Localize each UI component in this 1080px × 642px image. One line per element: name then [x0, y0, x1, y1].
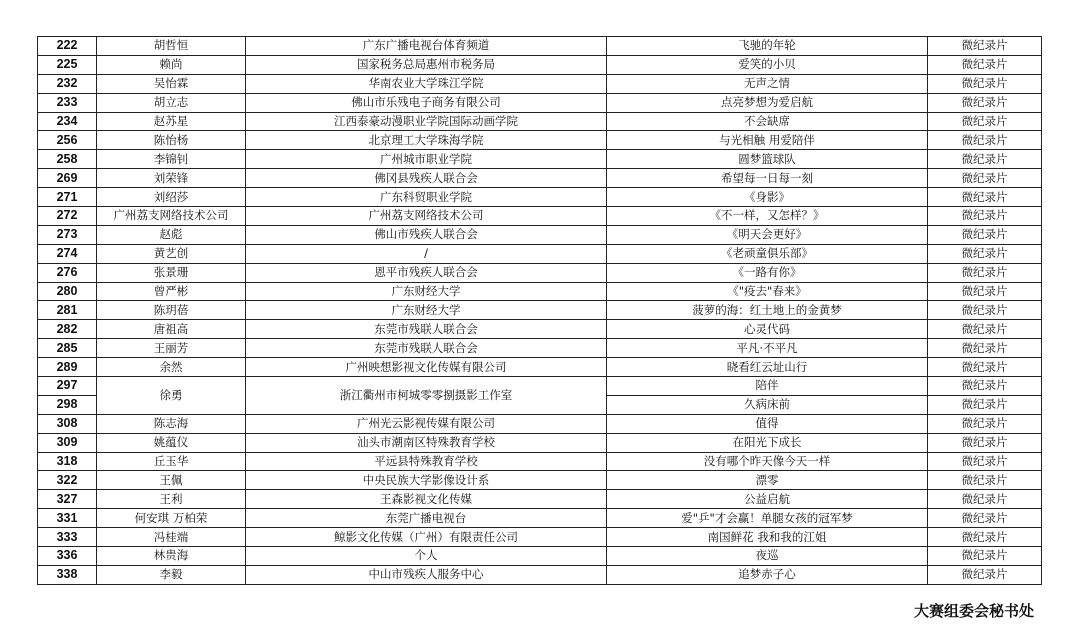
entrant-name-cell: 胡立志 — [97, 93, 246, 112]
organization-cell: 东莞市残联人联合会 — [246, 339, 607, 358]
work-title-cell: 爱"乒"才会赢！单腿女孩的冠军梦 — [607, 509, 928, 528]
entrant-name-cell: 余然 — [97, 358, 246, 377]
organization-cell: 佛冈县残疾人联合会 — [246, 169, 607, 188]
entrant-name-cell: 赵彪 — [97, 225, 246, 244]
category-cell: 微纪录片 — [928, 207, 1042, 226]
table-row — [38, 207, 1042, 226]
category-cell: 微纪录片 — [928, 490, 1042, 509]
entry-number-cell: 269 — [38, 169, 97, 188]
table-row — [38, 93, 1042, 112]
table-row — [38, 320, 1042, 339]
work-title-cell: 《"疫去"春来》 — [607, 282, 928, 301]
organization-cell: 汕头市潮南区特殊教育学校 — [246, 433, 607, 452]
entry-number-cell: 338 — [38, 565, 97, 584]
work-title-cell: 晓看红云址山行 — [607, 358, 928, 377]
entry-number-cell: 274 — [38, 244, 97, 263]
entries-table — [37, 36, 1042, 585]
entrant-name-cell: 王丽芳 — [97, 339, 246, 358]
organization-cell: 广州城市职业学院 — [246, 150, 607, 169]
table-row — [38, 339, 1042, 358]
entrant-name-cell: 陈怡杨 — [97, 131, 246, 150]
entry-number-cell: 289 — [38, 358, 97, 377]
organization-cell: 广州光云影视传媒有限公司 — [246, 414, 607, 433]
category-cell: 微纪录片 — [928, 377, 1042, 396]
entrant-name-cell: 姚蕴仪 — [97, 433, 246, 452]
entrant-name-cell: 陈玥蓓 — [97, 301, 246, 320]
entry-number-cell: 276 — [38, 263, 97, 282]
organization-cell: 恩平市残疾人联合会 — [246, 263, 607, 282]
table-row — [38, 452, 1042, 471]
work-title-cell: 漂零 — [607, 471, 928, 490]
organization-cell: / — [246, 244, 607, 263]
entrant-name-cell: 赵苏星 — [97, 112, 246, 131]
table-row — [38, 188, 1042, 207]
category-cell: 微纪录片 — [928, 565, 1042, 584]
entry-number-cell: 285 — [38, 339, 97, 358]
entry-number-cell: 298 — [38, 395, 97, 414]
category-cell: 微纪录片 — [928, 547, 1042, 566]
category-cell: 微纪录片 — [928, 244, 1042, 263]
entrant-name-cell: 王利 — [97, 490, 246, 509]
table-row — [38, 263, 1042, 282]
entry-number-cell: 297 — [38, 377, 97, 396]
organization-cell: 广州荔支网络技术公司 — [246, 207, 607, 226]
table-row — [38, 528, 1042, 547]
category-cell: 微纪录片 — [928, 414, 1042, 433]
entrant-name-cell: 唐祖高 — [97, 320, 246, 339]
category-cell: 微纪录片 — [928, 131, 1042, 150]
organization-cell: 鲸影文化传媒（广州）有限责任公司 — [246, 528, 607, 547]
table-row — [38, 244, 1042, 263]
work-title-cell: 希望每一日每一刻 — [607, 169, 928, 188]
work-title-cell: 夜巡 — [607, 547, 928, 566]
work-title-cell: 飞驰的年轮 — [607, 37, 928, 56]
entries-table-body — [38, 37, 1042, 585]
category-cell: 微纪录片 — [928, 263, 1042, 282]
work-title-cell: 公益启航 — [607, 490, 928, 509]
work-title-cell: 不会缺席 — [607, 112, 928, 131]
category-cell: 微纪录片 — [928, 395, 1042, 414]
entry-number-cell: 272 — [38, 207, 97, 226]
organization-cell: 广东财经大学 — [246, 301, 607, 320]
entry-number-cell: 225 — [38, 55, 97, 74]
table-row — [38, 301, 1042, 320]
category-cell: 微纪录片 — [928, 169, 1042, 188]
organization-cell: 佛山市乐残电子商务有限公司 — [246, 93, 607, 112]
organization-cell: 浙江衢州市柯城零零捌摄影工作室 — [246, 377, 607, 415]
work-title-cell: 菠萝的海：红土地上的金黄梦 — [607, 301, 928, 320]
table-row — [38, 74, 1042, 93]
entry-number-cell: 322 — [38, 471, 97, 490]
work-title-cell: 《身影》 — [607, 188, 928, 207]
entry-number-cell: 327 — [38, 490, 97, 509]
entry-number-cell: 233 — [38, 93, 97, 112]
table-row — [38, 377, 1042, 396]
work-title-cell: 心灵代码 — [607, 320, 928, 339]
work-title-cell: 与光相触 用爱陪伴 — [607, 131, 928, 150]
table-row — [38, 414, 1042, 433]
category-cell: 微纪录片 — [928, 320, 1042, 339]
table-row — [38, 55, 1042, 74]
work-title-cell: 平凡·不平凡 — [607, 339, 928, 358]
category-cell: 微纪录片 — [928, 452, 1042, 471]
entry-number-cell: 258 — [38, 150, 97, 169]
table-row — [38, 37, 1042, 56]
organization-cell: 中山市残疾人服务中心 — [246, 565, 607, 584]
category-cell: 微纪录片 — [928, 112, 1042, 131]
organization-cell: 佛山市残疾人联合会 — [246, 225, 607, 244]
table-row — [38, 131, 1042, 150]
entry-number-cell: 256 — [38, 131, 97, 150]
table-row — [38, 509, 1042, 528]
organization-cell: 王森影视文化传媒 — [246, 490, 607, 509]
entry-number-cell: 222 — [38, 37, 97, 56]
entrant-name-cell: 王佩 — [97, 471, 246, 490]
organization-cell: 广东财经大学 — [246, 282, 607, 301]
work-title-cell: 《不一样，又怎样？》 — [607, 207, 928, 226]
entry-number-cell: 333 — [38, 528, 97, 547]
work-title-cell: 《老顽童俱乐部》 — [607, 244, 928, 263]
entrant-name-cell: 徐勇 — [97, 377, 246, 415]
table-row — [38, 169, 1042, 188]
category-cell: 微纪录片 — [928, 150, 1042, 169]
work-title-cell: 在阳光下成长 — [607, 433, 928, 452]
category-cell: 微纪录片 — [928, 188, 1042, 207]
category-cell: 微纪录片 — [928, 433, 1042, 452]
entrant-name-cell: 陈志海 — [97, 414, 246, 433]
category-cell: 微纪录片 — [928, 528, 1042, 547]
category-cell: 微纪录片 — [928, 282, 1042, 301]
entry-number-cell: 281 — [38, 301, 97, 320]
entrant-name-cell: 吴怡霖 — [97, 74, 246, 93]
entrant-name-cell: 赖尚 — [97, 55, 246, 74]
organization-cell: 广东广播电视台体育频道 — [246, 37, 607, 56]
entrant-name-cell: 李锦钊 — [97, 150, 246, 169]
entrant-name-cell: 丘玉华 — [97, 452, 246, 471]
category-cell: 微纪录片 — [928, 93, 1042, 112]
organization-cell: 广东科贸职业学院 — [246, 188, 607, 207]
table-row — [38, 490, 1042, 509]
organization-cell: 广州映想影视文化传媒有限公司 — [246, 358, 607, 377]
table-row — [38, 547, 1042, 566]
entrant-name-cell: 林贵海 — [97, 547, 246, 566]
entry-number-cell: 309 — [38, 433, 97, 452]
table-row — [38, 471, 1042, 490]
entrant-name-cell: 曾严彬 — [97, 282, 246, 301]
entry-number-cell: 318 — [38, 452, 97, 471]
entrant-name-cell: 冯桂端 — [97, 528, 246, 547]
category-cell: 微纪录片 — [928, 358, 1042, 377]
organization-cell: 平远县特殊教育学校 — [246, 452, 607, 471]
entrant-name-cell: 李毅 — [97, 565, 246, 584]
table-row — [38, 358, 1042, 377]
entry-number-cell: 280 — [38, 282, 97, 301]
entry-number-cell: 331 — [38, 509, 97, 528]
signature: 大赛组委会秘书处 — [913, 602, 1034, 620]
organization-cell: 东莞市残联人联合会 — [246, 320, 607, 339]
organization-cell: 江西泰豪动漫职业学院国际动画学院 — [246, 112, 607, 131]
work-title-cell: 《明天会更好》 — [607, 225, 928, 244]
work-title-cell: 点亮梦想为爱启航 — [607, 93, 928, 112]
organization-cell: 东莞广播电视台 — [246, 509, 607, 528]
table-row — [38, 282, 1042, 301]
category-cell: 微纪录片 — [928, 55, 1042, 74]
category-cell: 微纪录片 — [928, 301, 1042, 320]
work-title-cell: 爱笑的小贝 — [607, 55, 928, 74]
entrant-name-cell: 黄艺创 — [97, 244, 246, 263]
table-row — [38, 225, 1042, 244]
organization-cell: 国家税务总局惠州市税务局 — [246, 55, 607, 74]
entry-number-cell: 273 — [38, 225, 97, 244]
entrant-name-cell: 刘荣锋 — [97, 169, 246, 188]
category-cell: 微纪录片 — [928, 339, 1042, 358]
organization-cell: 中央民族大学影像设计系 — [246, 471, 607, 490]
work-title-cell: 久病床前 — [607, 395, 928, 414]
work-title-cell: 圆梦篮球队 — [607, 150, 928, 169]
table-row — [38, 150, 1042, 169]
organization-cell: 北京理工大学珠海学院 — [246, 131, 607, 150]
entrant-name-cell: 胡哲恒 — [97, 37, 246, 56]
table-row — [38, 565, 1042, 584]
category-cell: 微纪录片 — [928, 509, 1042, 528]
entry-number-cell: 234 — [38, 112, 97, 131]
entrant-name-cell: 何安琪 万柏荣 — [97, 509, 246, 528]
work-title-cell: 没有哪个昨天像今天一样 — [607, 452, 928, 471]
category-cell: 微纪录片 — [928, 471, 1042, 490]
table-row — [38, 433, 1042, 452]
work-title-cell: 《一路有你》 — [607, 263, 928, 282]
organization-cell: 个人 — [246, 547, 607, 566]
table-row — [38, 112, 1042, 131]
work-title-cell: 南国鲜花 我和我的江姐 — [607, 528, 928, 547]
entry-number-cell: 282 — [38, 320, 97, 339]
category-cell: 微纪录片 — [928, 74, 1042, 93]
entry-number-cell: 336 — [38, 547, 97, 566]
category-cell: 微纪录片 — [928, 225, 1042, 244]
work-title-cell: 追梦赤子心 — [607, 565, 928, 584]
work-title-cell: 值得 — [607, 414, 928, 433]
entry-number-cell: 271 — [38, 188, 97, 207]
entrant-name-cell: 广州荔支网络技术公司 — [97, 207, 246, 226]
work-title-cell: 无声之情 — [607, 74, 928, 93]
category-cell: 微纪录片 — [928, 37, 1042, 56]
organization-cell: 华南农业大学珠江学院 — [246, 74, 607, 93]
entrant-name-cell: 刘绍莎 — [97, 188, 246, 207]
entrant-name-cell: 张景珊 — [97, 263, 246, 282]
entry-number-cell: 308 — [38, 414, 97, 433]
entry-number-cell: 232 — [38, 74, 97, 93]
work-title-cell: 陪伴 — [607, 377, 928, 396]
